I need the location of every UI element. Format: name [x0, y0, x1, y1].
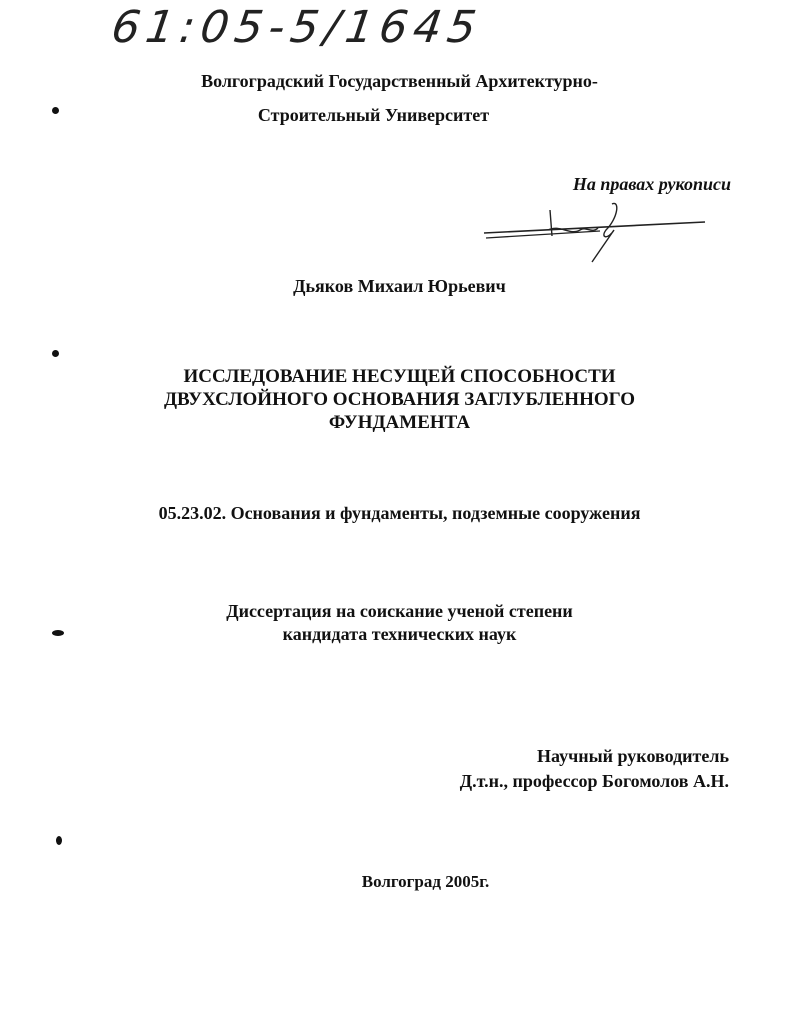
manuscript-rights-label: На правах рукописи	[572, 174, 731, 194]
handwritten-shelfmark: 61:05-5/1645	[108, 2, 486, 53]
specialty-code: 05.23.02. Основания и фундаменты, подземные сооружения	[158, 503, 641, 523]
scan-mark-dot	[56, 836, 62, 845]
scan-mark-dot	[52, 630, 64, 636]
degree-line-1: Диссертация на соискание ученой степени	[226, 601, 573, 621]
dissertation-title-line-1: ИССЛЕДОВАНИЕ НЕСУЩЕЙ СПОСОБНОСТИ	[183, 366, 616, 387]
place-year: Волгоград 2005г.	[361, 872, 490, 891]
degree-line-2: кандидата технических наук	[282, 624, 517, 644]
dissertation-title-line-2: ДВУХСЛОЙНОГО ОСНОВАНИЯ ЗАГЛУБЛЕННОГО	[163, 389, 636, 410]
supervisor-label: Научный руководитель	[537, 746, 729, 766]
scan-mark-dot	[52, 107, 59, 114]
signature	[480, 200, 710, 266]
scan-mark-dot	[52, 350, 59, 357]
supervisor-name: Д.т.н., профессор Богомолов А.Н.	[459, 771, 729, 791]
dissertation-title-line-3: ФУНДАМЕНТА	[328, 412, 471, 433]
institution-line-1: Волгоградский Государственный Архитектурно-	[201, 71, 598, 91]
institution-line-2: Строительный Университет	[257, 105, 490, 125]
author-name: Дьяков Михаил Юрьевич	[293, 276, 506, 296]
